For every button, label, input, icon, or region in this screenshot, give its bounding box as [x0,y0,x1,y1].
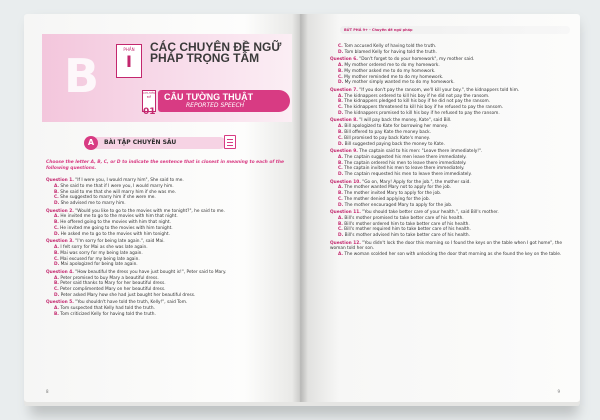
question-item [330,241,570,258]
question-label: Question 12. [330,240,361,246]
option-letter: A. [338,185,344,191]
option-text: Mai apologized for being late again. [60,262,138,268]
option-text: He invited me to go to the movies with him that night. [60,214,178,220]
instruction-text: Choose the letter A, B, C, or D to indicate the sentence that is closest in meaning to each of the following questions. [46,160,284,171]
question-text: The captain said to his men: "Leave there immediately!". [359,148,483,154]
answer-option [46,312,290,318]
option-letter: D. [54,201,60,207]
question-label: Question 4. [46,269,74,275]
option-text: Peter promised to buy Mary a beautiful dress. [60,275,159,281]
left-page [24,14,300,402]
question-text: "Don't forget to do your homework", my mother said. [359,57,475,63]
option-text: The captain ordered his men to leave there immediately. [344,160,467,166]
question-stem [330,241,570,253]
question-label: Question 7. [330,87,358,93]
option-text: Bill promised to pay back Kate's money. [344,135,430,141]
question-label: Question 5. [46,300,74,306]
question-label: Question 10. [330,179,361,185]
option-text: The mother wanted Mary not to apply for the job. [344,185,451,191]
option-text: My mother reminded me to do my homework. [344,74,444,80]
answer-option [330,142,570,148]
answer-option [330,172,570,178]
option-text: Tom suspected that Kelly had told the truth. [60,306,155,312]
answer-option [46,262,290,268]
option-text: Tom accused Kelly of having told the truth. [344,44,437,49]
question-text: "If you don't pay the ransom, we'll kill your boy.", the kidnappers told him. [359,87,520,93]
section-letter: A [84,136,98,150]
section-title: BÀI TẬP CHUYÊN SÂU [96,137,226,149]
answer-option [330,252,570,258]
option-text: Bill offered to pay Kate the money back. [344,129,431,135]
option-letter: B. [338,99,343,105]
option-letter: C. [54,225,59,231]
option-text: My mother ordered me to do my homework. [344,62,440,68]
option-letter: B. [338,191,343,197]
question-item [330,118,570,147]
question-label: Question 2. [46,208,74,214]
answer-option [46,293,290,299]
question-item [330,149,570,178]
option-text: Mai excused for my being late again. [60,256,140,262]
answer-option [330,233,570,239]
right-page-number: 9 [557,389,560,394]
option-letter: C. [338,44,343,49]
option-letter: A. [338,62,344,68]
option-letter: D. [338,49,344,55]
option-letter: D. [338,110,344,116]
option-text: The mother denied applying for the job. [344,196,430,202]
option-text: Tom blamed Kelly for having told the truth. [344,49,437,55]
question-text: "I will pay back the money, Kate", said Bill. [359,118,452,124]
option-text: The captain suggested his men leave there immediately. [344,154,467,160]
question-text: "I'm sorry for being late again.", said Mai. [75,239,165,245]
option-text: The captain invited his men to leave there immediately. [344,166,465,172]
option-letter: A. [338,124,344,130]
question-text: "Go on, Mary! Apply for the job.", the mother said. [362,179,471,185]
question-item [46,209,290,238]
question-text: "You should take better care of your health.", said Bill's mother. [362,210,499,216]
part-label: PHẦN [123,47,135,52]
option-text: My mother simply wanted me to do my homework. [344,80,455,86]
option-letter: C. [338,166,343,172]
option-letter: D. [54,292,60,298]
unit-label: CHUYÊN ĐỀ [143,91,156,99]
option-text: Peter said thanks to Mary for her beautiful dress. [60,281,166,287]
unit-title-pill [158,90,290,112]
option-letter: B. [54,250,59,256]
answer-option [330,203,570,209]
option-text: He asked me to go to the movies with him tonight. [60,231,170,237]
unit-title: CÂU TƯỜNG THUẬT [164,92,254,102]
book-spine [292,14,308,402]
answer-option [46,232,290,238]
unit-number: 01 [143,107,156,117]
option-letter: B. [54,281,59,287]
option-text: The kidnappers pledged to kill his boy if he did not pay the ransom. [344,99,491,105]
right-page [300,14,580,402]
option-text: She said to me that she will marry him if she was me. [60,189,176,195]
left-question-list [46,178,290,319]
option-text: The kidnappers promised to kill his boy if he refused to pay the ransom. [344,110,500,116]
option-letter: C. [338,196,343,202]
running-header-text: BỨT PHÁ 9+ - Chuyên đề ngữ pháp [344,28,413,32]
option-text: The mother invited Mary to apply for the job. [344,191,442,197]
option-text: She said to me that if I were you, I would marry him. [60,183,174,189]
option-letter: B. [338,221,343,227]
option-text: Bill apologized to Kate for borrowing her money. [344,124,448,130]
option-text: He invited me going to the movies with him tonight. [60,225,173,231]
open-book [24,14,580,412]
question-label: Question 1. [46,178,74,183]
running-header [340,26,570,34]
option-text: Bill's mother promised to take better care of his health. [344,215,464,221]
option-letter: C. [54,287,59,293]
option-letter: B. [338,68,343,74]
answer-option [330,80,570,86]
question-text: "Would you like to go to the movies with me tonight?", he said to me. [75,208,225,214]
chapter-title: CÁC CHUYÊN ĐỀ NGỮ PHÁP TRỌNG TÂM [150,40,282,65]
option-letter: A. [54,306,60,312]
option-letter: B. [54,220,59,226]
option-letter: D. [338,172,344,178]
option-text: She suggested to marry him if she were me. [60,195,156,201]
question-item [330,44,570,56]
question-item [330,210,570,239]
question-text: "If I were you, I would marry him", She said to me. [75,178,184,183]
option-text: She advised me to marry him. [60,201,126,207]
option-text: Peter complimented Mary on her beautiful dress. [60,287,166,293]
question-label: Question 9. [330,148,358,154]
left-page-number: 8 [46,389,49,394]
option-letter: D. [54,262,60,268]
option-letter: A. [338,252,344,258]
right-question-list [330,44,570,260]
option-letter: A. [54,214,60,220]
option-letter: D. [338,141,344,147]
option-text: Bill's mother ordered him to take better care of his health. [344,221,470,227]
option-text: He offered going to the movies with him that night. [60,220,171,226]
option-letter: C. [338,105,343,111]
option-text: The kidnappers ordered to kill his boy if he did not pay the ransom. [344,93,490,99]
question-label: Question 3. [46,239,74,245]
option-text: My mother asked me to do my homework. [344,68,436,74]
answer-option [330,50,570,56]
question-label: Question 11. [330,210,361,216]
question-item [46,270,290,299]
notebook-icon [224,135,236,149]
option-letter: D. [338,80,344,86]
question-text: "How beautiful the dress you have just bought is!", Peter said to Mary. [75,269,227,275]
question-item [46,300,290,317]
option-letter: B. [54,311,59,317]
part-badge [116,44,142,78]
question-label: Question 6. [330,57,358,63]
option-letter: B. [54,189,59,195]
unit-badge [142,90,156,117]
option-letter: C. [338,135,343,141]
header-big-letter: B [64,49,100,103]
part-number: I [126,52,132,71]
question-item [330,57,570,86]
option-text: The kidnappers threatened to kill his boy if he refused to pay the ransom. [344,105,504,111]
option-text: Peter asked Mary how she had just bought her beautiful dress. [60,292,196,298]
unit-subtitle: REPORTED SPEECH [186,102,245,109]
option-letter: D. [338,202,344,208]
option-letter: A. [54,275,60,281]
option-letter: C. [338,227,343,233]
option-letter: C. [338,74,343,80]
option-text: Tom criticized Kelly for having told the truth. [60,311,156,317]
section-tab [84,136,234,150]
option-letter: B. [338,129,343,135]
option-text: Bill suggested paying back the money to Kate. [344,141,445,147]
question-item [330,180,570,209]
option-letter: A. [338,215,344,221]
question-text: "You shouldn't have told the truth, Kelly!", said Tom. [75,300,188,306]
option-letter: B. [338,160,343,166]
option-letter: D. [54,231,60,237]
option-letter: A. [54,244,60,250]
option-text: Bill's mother required him to take better care of his health. [344,227,471,233]
option-letter: A. [338,154,344,160]
option-text: The mother encouraged Mary to apply for the job. [344,202,453,208]
option-text: I felt sorry for Mai as she was late again. [60,244,148,250]
question-item [46,178,290,207]
option-letter: A. [338,93,344,99]
option-text: The captain requested his men to leave there immediately. [344,172,472,178]
option-letter: C. [54,195,59,201]
option-letter: C. [54,256,59,262]
option-letter: D. [338,233,344,239]
question-label: Question 8. [330,118,358,124]
option-text: Mai was sorry for my being late again. [60,250,143,256]
option-text: The woman scolded her son with unlocking the door that morning as she found the key on the table. [344,252,562,258]
option-letter: A. [54,183,60,189]
option-text: Bill's mother advised him to take better care of his health. [344,233,470,239]
answer-option [46,201,290,207]
answer-option [330,111,570,117]
question-text: "You didn't lock the door this morning so I found the keys on the table when I got home", the woman told her son. [330,240,563,252]
question-item [330,88,570,117]
question-item [46,239,290,268]
